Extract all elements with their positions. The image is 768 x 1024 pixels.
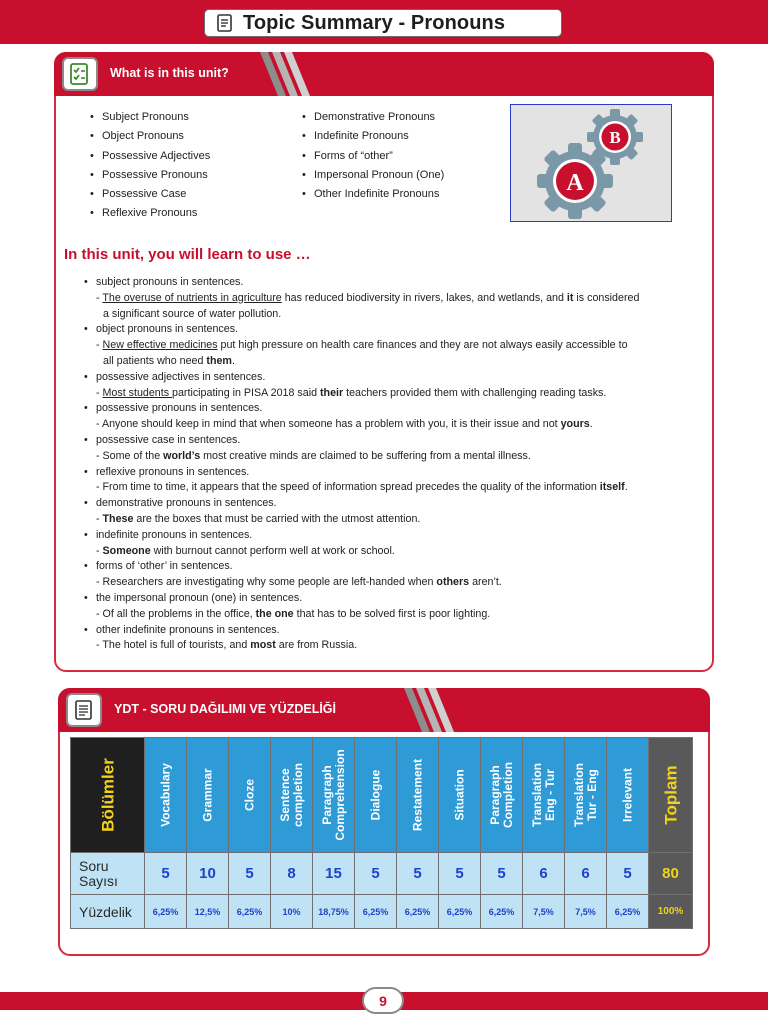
dash-marker: - bbox=[96, 449, 103, 462]
learn-item: • object pronouns in sentences. bbox=[84, 322, 694, 338]
question-count: 10 bbox=[187, 853, 229, 895]
text-run: From time to time, it appears that the speed of information spread precedes the quality of the information bbox=[102, 481, 600, 494]
section-label bbox=[159, 763, 172, 827]
percentage: 6,25% bbox=[145, 895, 187, 929]
question-count: 5 bbox=[397, 853, 439, 895]
dash-marker: - bbox=[96, 544, 103, 557]
text-run: the one bbox=[255, 607, 294, 620]
text-run: Someone bbox=[102, 544, 151, 557]
dash-marker: - bbox=[96, 418, 102, 431]
page-number: 9 bbox=[362, 987, 404, 1014]
dash-marker: - bbox=[96, 386, 103, 399]
section-label-line: Paragraph bbox=[487, 765, 502, 825]
text-run: their bbox=[320, 386, 344, 399]
text-run: These bbox=[102, 512, 134, 525]
corner-header bbox=[71, 738, 145, 853]
ydt-panel-header bbox=[58, 688, 710, 732]
section-label-line: Paragraph bbox=[319, 765, 334, 825]
text-run: Of all the problems in the office, bbox=[102, 607, 256, 620]
example-sentence bbox=[84, 480, 694, 496]
learn-item: • reflexive pronouns in sentences. bbox=[84, 465, 694, 481]
unit-topics-col1 bbox=[88, 108, 288, 224]
section-label bbox=[573, 763, 599, 827]
unit-panel-title: What is in this unit? bbox=[110, 66, 229, 80]
text-run: is considered bbox=[573, 291, 640, 304]
text-run: that has to be solved first is poor lighting. bbox=[293, 607, 491, 620]
section-label bbox=[489, 762, 515, 828]
list-item: • Impersonal Pronoun (One) bbox=[300, 166, 500, 185]
learn-item: • other indefinite pronouns in sentences. bbox=[84, 623, 694, 639]
percentage: 6,25% bbox=[607, 895, 649, 929]
example-sentence bbox=[84, 607, 694, 623]
section-label-line: Cloze bbox=[242, 778, 256, 812]
question-count: 6 bbox=[523, 853, 565, 895]
row-label-line: Sayısı bbox=[79, 872, 118, 889]
learn-item: • indefinite pronouns in sentences. bbox=[84, 528, 694, 544]
section-header bbox=[271, 738, 313, 853]
question-count: 5 bbox=[145, 853, 187, 895]
text-run: . bbox=[624, 481, 628, 494]
document-icon bbox=[73, 699, 95, 721]
section-label-line: Eng - Tur bbox=[542, 769, 557, 821]
text-run: Some of the bbox=[102, 449, 164, 462]
section-header bbox=[397, 738, 439, 853]
question-count: 5 bbox=[607, 853, 649, 895]
question-count: 15 bbox=[313, 853, 355, 895]
list-item: • Demonstrative Pronouns bbox=[300, 108, 500, 127]
question-count: 5 bbox=[481, 853, 523, 895]
question-count: 5 bbox=[229, 853, 271, 895]
gears-illustration bbox=[510, 104, 672, 222]
learn-item: • forms of ‘other’ in sentences. bbox=[84, 559, 694, 575]
example-sentence bbox=[84, 575, 694, 591]
question-count: 8 bbox=[271, 853, 313, 895]
header-stripes bbox=[396, 688, 456, 732]
text-run: them bbox=[206, 354, 232, 367]
section-label bbox=[411, 759, 424, 831]
example-sentence bbox=[84, 338, 694, 370]
checklist-icon-box bbox=[62, 57, 98, 91]
text-run: aren’t. bbox=[469, 576, 502, 589]
question-count: 5 bbox=[355, 853, 397, 895]
dash-marker: - bbox=[96, 639, 103, 652]
section-label-line: Irrelevant bbox=[620, 767, 634, 823]
section-header bbox=[187, 738, 229, 853]
text-run: The overuse of nutrients in agriculture bbox=[102, 291, 282, 304]
text-run: . bbox=[231, 354, 235, 367]
section-header bbox=[523, 738, 565, 853]
section-label-line: Translation bbox=[529, 762, 544, 828]
ydt-panel-title: YDT - SORU DAĞILIMI VE YÜZDELİĞİ bbox=[114, 702, 337, 716]
text-run: Most students bbox=[102, 386, 173, 399]
table-row bbox=[71, 853, 693, 895]
text-run: New effective medicines bbox=[102, 339, 218, 352]
text-run: are from Russia. bbox=[275, 639, 358, 652]
text-run: teachers provided them with challenging reading tasks. bbox=[343, 386, 607, 399]
dash-marker: - bbox=[96, 607, 103, 620]
learn-item: • demonstrative pronouns in sentences. bbox=[84, 496, 694, 512]
text-run: put high pressure on health care finances and they are not always easily accessible to bbox=[217, 339, 628, 352]
list-item: • Object Pronouns bbox=[88, 127, 288, 146]
section-header bbox=[565, 738, 607, 853]
title-box bbox=[204, 9, 562, 37]
text-run: most creative minds are claimed to be suffering from a mental illness. bbox=[200, 449, 531, 462]
section-header bbox=[481, 738, 523, 853]
table-header-row bbox=[71, 738, 693, 853]
total-header bbox=[649, 738, 693, 853]
unit-panel-header bbox=[54, 52, 714, 96]
section-label-line: Comprehension bbox=[332, 749, 347, 841]
page-title: Topic Summary - Pronouns bbox=[243, 11, 506, 34]
percentage: 6,25% bbox=[229, 895, 271, 929]
gear-label-a: A bbox=[566, 170, 584, 196]
row-label-yuzdelik: Yüzdelik bbox=[71, 895, 145, 929]
section-label bbox=[453, 769, 466, 820]
total-percentage: 100% bbox=[649, 895, 693, 929]
dash-marker: - bbox=[96, 481, 103, 494]
example-sentence bbox=[84, 417, 694, 433]
example-continuation bbox=[96, 354, 694, 370]
example-sentence bbox=[84, 512, 694, 528]
section-header bbox=[145, 738, 187, 853]
percentage: 6,25% bbox=[439, 895, 481, 929]
section-header bbox=[313, 738, 355, 853]
gears-icon bbox=[511, 105, 671, 221]
text-run: most bbox=[250, 639, 276, 652]
section-label bbox=[621, 768, 634, 822]
example-continuation bbox=[96, 307, 694, 323]
checklist-icon bbox=[68, 62, 92, 86]
text-run: Anyone should keep in mind that when someone has a problem with you, it is their issue and not bbox=[101, 418, 561, 431]
question-count: 5 bbox=[439, 853, 481, 895]
section-label bbox=[531, 763, 557, 827]
percentage: 18,75% bbox=[313, 895, 355, 929]
document-icon bbox=[215, 13, 235, 33]
text-run: The hotel is full of tourists, and bbox=[102, 639, 251, 652]
text-run: has reduced biodiversity in rivers, lakes, and wetlands, and bbox=[281, 291, 567, 304]
example-sentence bbox=[84, 638, 694, 654]
section-label bbox=[321, 749, 347, 840]
list-item: • Reflexive Pronouns bbox=[88, 204, 288, 223]
list-item: • Possessive Case bbox=[88, 185, 288, 204]
list-item: • Forms of “other” bbox=[300, 147, 500, 166]
section-label bbox=[369, 770, 382, 821]
learn-item: • possessive case in sentences. bbox=[84, 433, 694, 449]
section-label bbox=[243, 779, 256, 811]
dash-marker: - bbox=[96, 291, 103, 304]
row-label-soru-sayisi bbox=[71, 853, 145, 895]
example-sentence bbox=[84, 386, 694, 402]
section-label-line: Dialogue bbox=[368, 769, 382, 821]
gear-label-b: B bbox=[609, 128, 621, 147]
section-header bbox=[229, 738, 271, 853]
percentage: 10% bbox=[271, 895, 313, 929]
section-label-line: Grammar bbox=[200, 768, 214, 822]
section-label-line: completion bbox=[290, 762, 305, 828]
percentage: 7,5% bbox=[523, 895, 565, 929]
section-label-line: Translation bbox=[571, 762, 586, 828]
learn-item: • possessive pronouns in sentences. bbox=[84, 401, 694, 417]
percentage: 6,25% bbox=[481, 895, 523, 929]
example-sentence bbox=[84, 544, 694, 560]
list-item: • Other Indefinite Pronouns bbox=[300, 185, 500, 204]
text-run: all patients who need bbox=[103, 354, 207, 367]
learn-list bbox=[84, 275, 694, 654]
text-run: a significant source of water pollution. bbox=[103, 307, 282, 320]
example-sentence bbox=[84, 449, 694, 465]
list-item: • Possessive Pronouns bbox=[88, 166, 288, 185]
section-label-line: Tur - Eng bbox=[584, 769, 599, 821]
percentage: 6,25% bbox=[355, 895, 397, 929]
total-label: Toplam bbox=[661, 765, 680, 825]
text-run: yours bbox=[560, 418, 590, 431]
learn-item: • subject pronouns in sentences. bbox=[84, 275, 694, 291]
text-run: itself bbox=[599, 481, 625, 494]
unit-topics-col2 bbox=[300, 108, 500, 204]
table-row bbox=[71, 895, 693, 929]
percentage: 7,5% bbox=[565, 895, 607, 929]
section-label-line: Restatement bbox=[410, 758, 424, 832]
learn-heading: In this unit, you will learn to use … bbox=[64, 246, 311, 263]
example-sentence bbox=[84, 291, 694, 323]
percentage: 12,5% bbox=[187, 895, 229, 929]
text-run: it bbox=[566, 291, 574, 304]
question-count: 6 bbox=[565, 853, 607, 895]
text-run: participating in PISA 2018 said bbox=[172, 386, 320, 399]
list-item: • Indefinite Pronouns bbox=[300, 127, 500, 146]
list-item: • Possessive Adjectives bbox=[88, 147, 288, 166]
total-count: 80 bbox=[649, 853, 693, 895]
section-label-line: Situation bbox=[452, 769, 466, 821]
section-label-line: Sentence bbox=[277, 768, 292, 822]
section-header bbox=[439, 738, 481, 853]
document-icon-box bbox=[66, 693, 102, 727]
text-run: . bbox=[589, 418, 593, 431]
section-label-line: Completion bbox=[500, 762, 515, 828]
text-run: with burnout cannot perform well at work or school. bbox=[150, 544, 395, 557]
corner-label: Bölümler bbox=[98, 758, 117, 832]
section-header bbox=[355, 738, 397, 853]
text-run: others bbox=[436, 576, 470, 589]
list-item: • Subject Pronouns bbox=[88, 108, 288, 127]
header-stripes bbox=[252, 52, 312, 96]
section-label bbox=[201, 768, 214, 821]
dash-marker: - bbox=[96, 339, 103, 352]
text-run: world’s bbox=[163, 449, 201, 462]
section-label-line: Vocabulary bbox=[158, 763, 172, 827]
row-label-line: Soru bbox=[79, 857, 109, 874]
section-header bbox=[607, 738, 649, 853]
text-run: Researchers are investigating why some people are left-handed when bbox=[102, 576, 437, 589]
learn-item: • the impersonal pronoun (one) in sentences. bbox=[84, 591, 694, 607]
dash-marker: - bbox=[96, 576, 103, 589]
dash-marker: - bbox=[96, 512, 103, 525]
section-label bbox=[279, 763, 305, 827]
text-run: are the boxes that must be carried with the utmost attention. bbox=[133, 512, 421, 525]
percentage: 6,25% bbox=[397, 895, 439, 929]
learn-item: • possessive adjectives in sentences. bbox=[84, 370, 694, 386]
ydt-table bbox=[70, 737, 693, 929]
